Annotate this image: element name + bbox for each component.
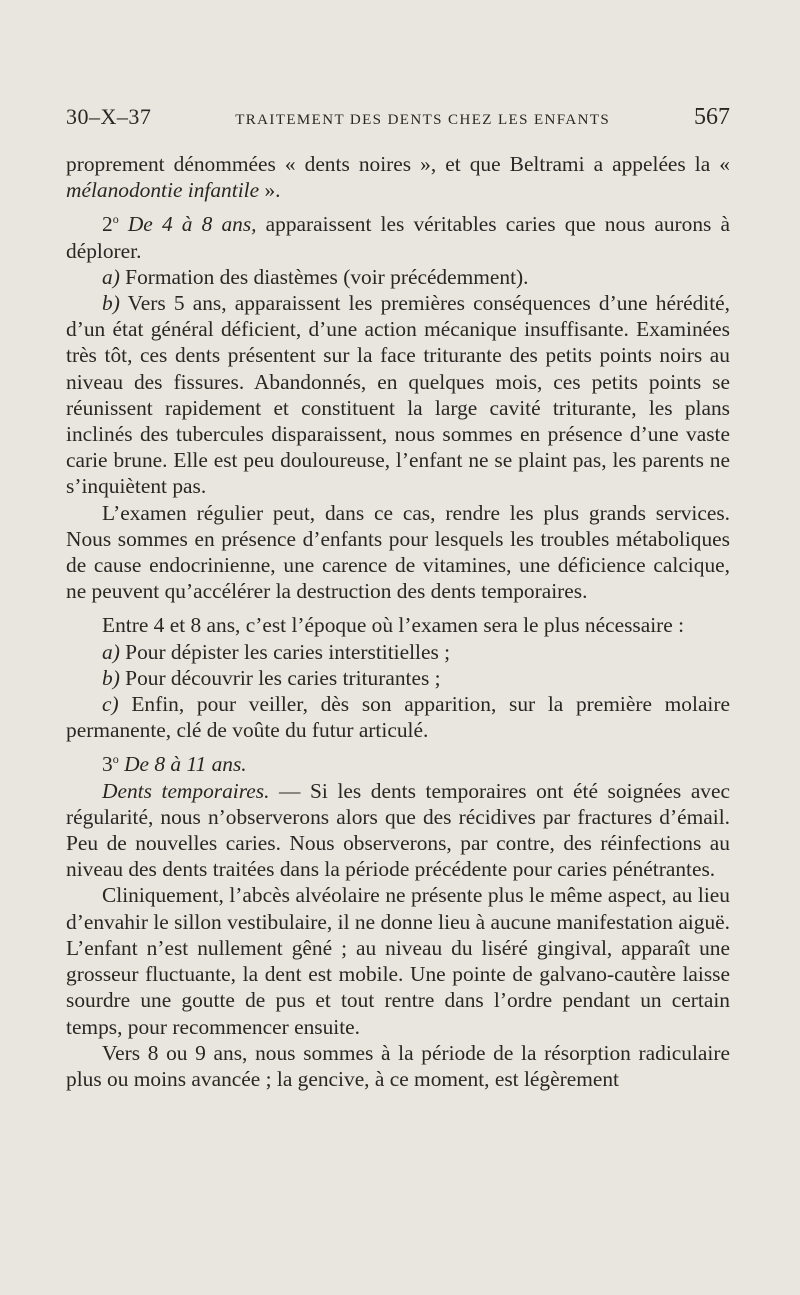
paragraph-2: 2$^o$ De 4 à 8 ans, apparaissent les véritables caries que nous aurons à déplorer. xyxy=(66,212,731,263)
paragraph-6: Entre 4 et 8 ans, c’est l’époque où l’examen sera le plus nécessaire : xyxy=(102,613,685,638)
paragraph-13: Vers 8 ou 9 ans, nous sommes à la période de la résorption radiculaire plus ou moins avancée ; la gencive, à ce moment, est légèrement xyxy=(66,1040,730,1091)
paragraph-8: b) Pour découvrir les caries triturantes ; xyxy=(102,665,441,690)
header-title: TRAITEMENT DES DENTS CHEZ LES ENFANTS xyxy=(235,112,611,128)
body-text xyxy=(66,151,730,1092)
paragraph-12: Cliniquement, l’abcès alvéolaire ne présente plus le même aspect, au lieu d’envahir le sillon vestibulaire, il ne donne lieu à aucune manifestation aiguë. L’enfant n’est nullement gêné ; au niveau du liséré gingival, apparaît une grosseur fluctuante, la dent est mobile. Une pointe de galvano-cautère laisse sourdre une goutte de pus et tout rentre dans l’ordre pendant un certain temps, pour recommencer ensuite. xyxy=(66,883,730,1039)
paragraph-1: proprement dénommées « dents noires », et que Beltrami a appelées la « mélanodontie infantile ». xyxy=(66,152,730,203)
paragraph-5: L’examen régulier peut, dans ce cas, rendre les plus grands services. Nous sommes en présence d’enfants pour lesquels les troubles métaboliques de cause endocrinienne, une carence de vitamines, une déficience calcique, ne peuvent qu’accélérer la destruction des dents temporaires. xyxy=(66,500,730,604)
paragraph-3: a) Formation des diastèmes (voir précédemment). xyxy=(102,264,529,289)
paragraph-9: c) Enfin, pour veiller, dès son apparition, sur la première molaire permanente, clé de voûte du futur articulé. xyxy=(66,692,730,743)
header-date: 30–X–37 xyxy=(66,104,152,129)
paragraph-7: a) Pour dépister les caries interstitielles ; xyxy=(102,639,451,664)
running-header xyxy=(66,104,730,131)
page-number: 567 xyxy=(693,104,730,130)
paragraph-11: Dents temporaires. — Si les dents temporaires ont été soignées avec régularité, nous n’observerons alors que des récidives par fractures d’émail. Peu de nouvelles caries. Nous observerons, par contre, des réinfections au niveau des dents traitées dans la période précédente pour caries pénétrantes. xyxy=(66,778,730,882)
paragraph-10: 3$^o$ De 8 à 11 ans. xyxy=(102,752,247,777)
paragraph-4: b) Vers 5 ans, apparaissent les premières conséquences d’une hérédité, d’un état général déficient, d’une action mécanique insuffisante. Examinées très tôt, ces dents présentent sur la face triturante des petits points noirs au niveau des fissures. Abandonnés, en quelques mois, ces petits points se réunissent rapidement et constituent la large cavité triturante, les plans inclinés des tubercules disparaissent, nous sommes en présence d’une vaste carie brune. Elle est peu douloureuse, l’enfant ne se plaint pas, les parents ne s’inquiètent pas. xyxy=(66,291,730,499)
